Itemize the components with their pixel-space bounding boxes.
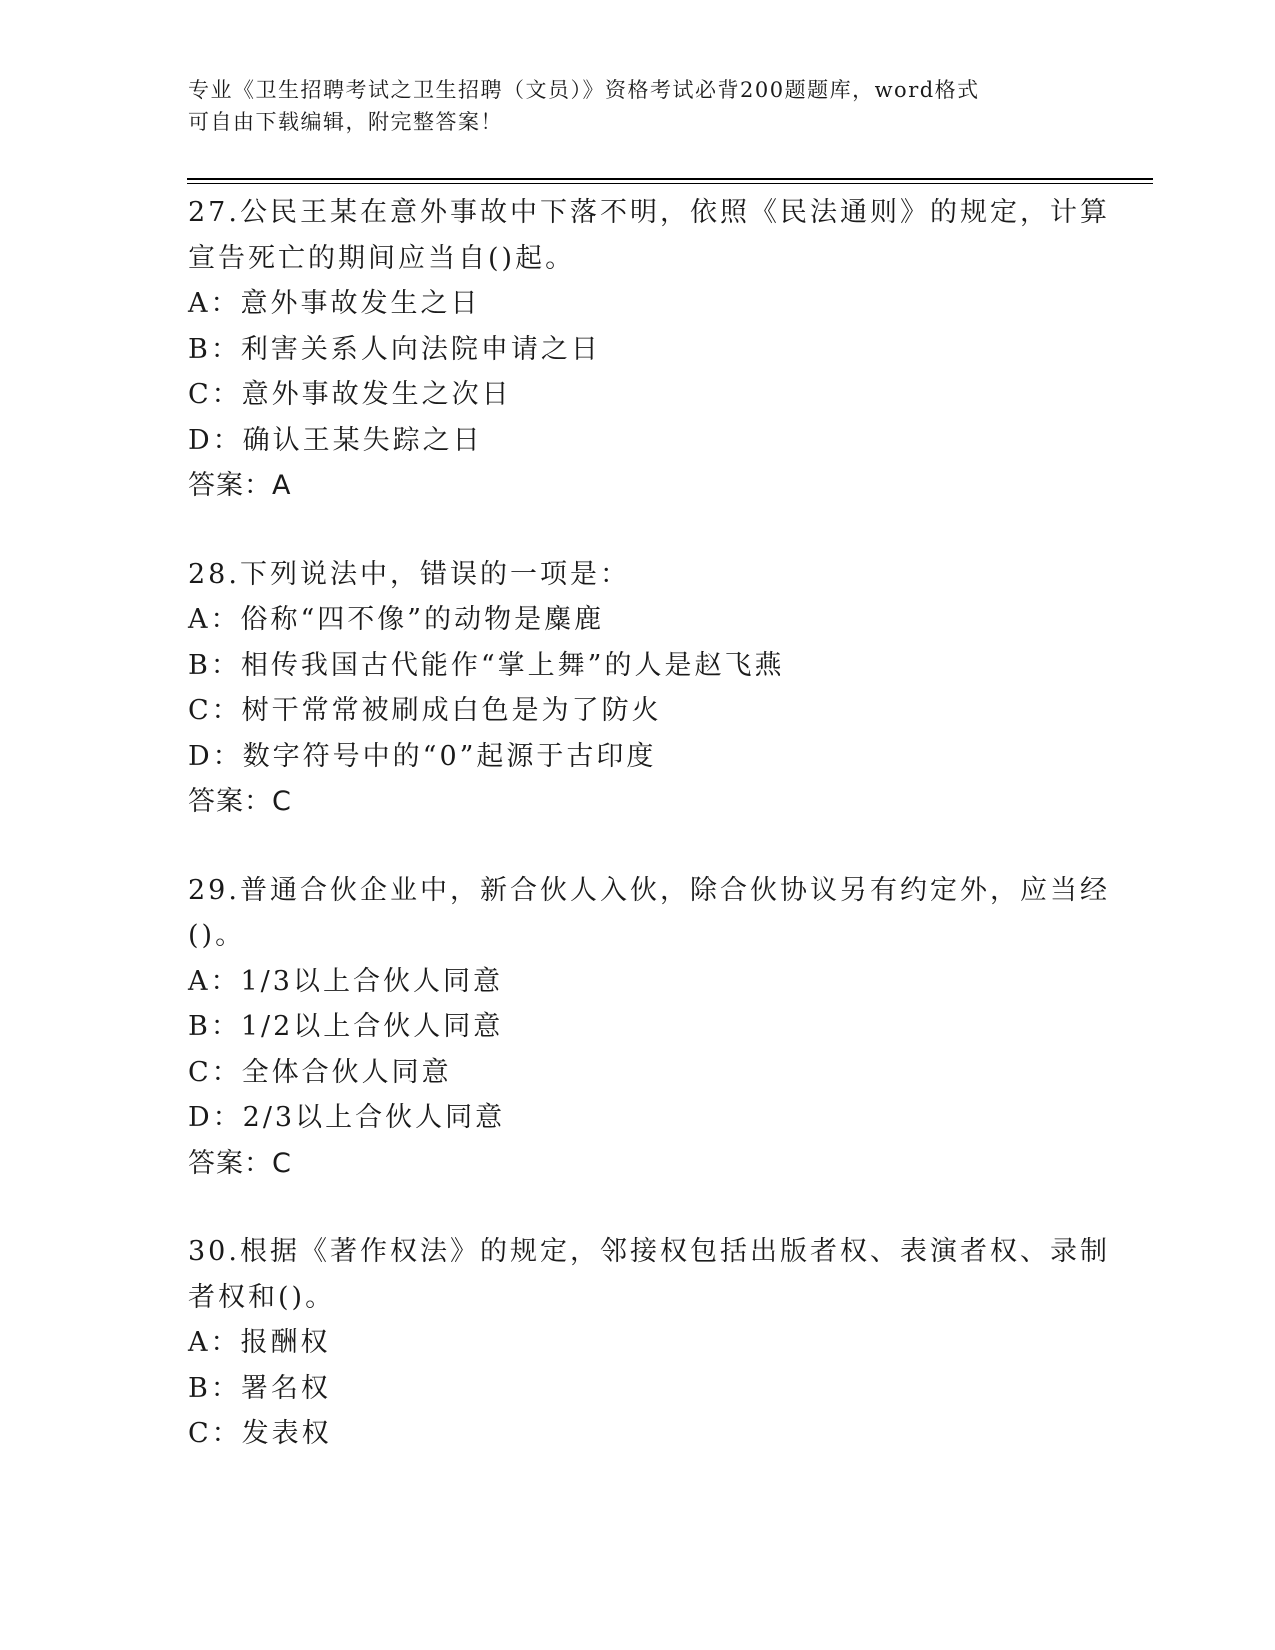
question-stem-cont: ()。 (188, 920, 246, 951)
option-c: C：意外事故发生之次日 (188, 379, 512, 410)
question-stem: 29.普通合伙企业中，新合伙人入伙，除合伙协议另有约定外，应当经 (188, 874, 1110, 906)
answer: 答案：C (188, 1147, 292, 1179)
question-28 (188, 552, 1088, 825)
answer: 答案：C (188, 786, 292, 817)
option-c: C：树干常常被刷成白色是为了防火 (188, 695, 662, 726)
answer: 答案：A (188, 470, 292, 501)
option-c: C：全体合伙人同意 (188, 1056, 452, 1088)
option-c: C：发表权 (188, 1418, 332, 1449)
header-line-1: 专业《卫生招聘考试之卫生招聘（文员）》资格考试必背200题题库，word格式 (188, 78, 980, 102)
question-30 (188, 1229, 1110, 1457)
header-rule-thin (187, 183, 1153, 184)
question-27 (188, 190, 1110, 509)
option-d: D：2/3以上合伙人同意 (188, 1102, 506, 1133)
question-list (188, 190, 1110, 1500)
question-stem: 27.公民王某在意外事故中下落不明，依照《民法通则》的规定，计算 (188, 197, 1110, 228)
header-line-2: 可自由下载编辑，附完整答案！ (188, 110, 503, 134)
option-d: D：数字符号中的“0”起源于古印度 (188, 740, 657, 772)
option-b: B：1/2以上合伙人同意 (188, 1011, 504, 1042)
option-a: A：意外事故发生之日 (188, 288, 481, 319)
question-stem: 28.下列说法中，错误的一项是： (188, 558, 630, 590)
option-b: B：利害关系人向法院申请之日 (188, 333, 601, 365)
document-header (188, 74, 1088, 138)
option-d: D：确认王某失踪之日 (188, 424, 483, 456)
question-stem: 30.根据《著作权法》的规定，邻接权包括出版者权、表演者权、录制 (188, 1236, 1110, 1267)
option-a: A：俗称“四不像”的动物是麋鹿 (188, 604, 605, 635)
question-stem-cont: 宣告死亡的期间应当自()起。 (188, 242, 576, 274)
option-a: A：报酬权 (188, 1327, 331, 1358)
question-stem-cont: 者权和()。 (188, 1281, 336, 1313)
option-a: A：1/3以上合伙人同意 (188, 965, 503, 997)
question-29 (188, 868, 1110, 1187)
option-b: B：署名权 (188, 1372, 331, 1404)
option-b: B：相传我国古代能作“掌上舞”的人是赵飞燕 (188, 649, 785, 681)
header-rule-thick (187, 178, 1153, 180)
